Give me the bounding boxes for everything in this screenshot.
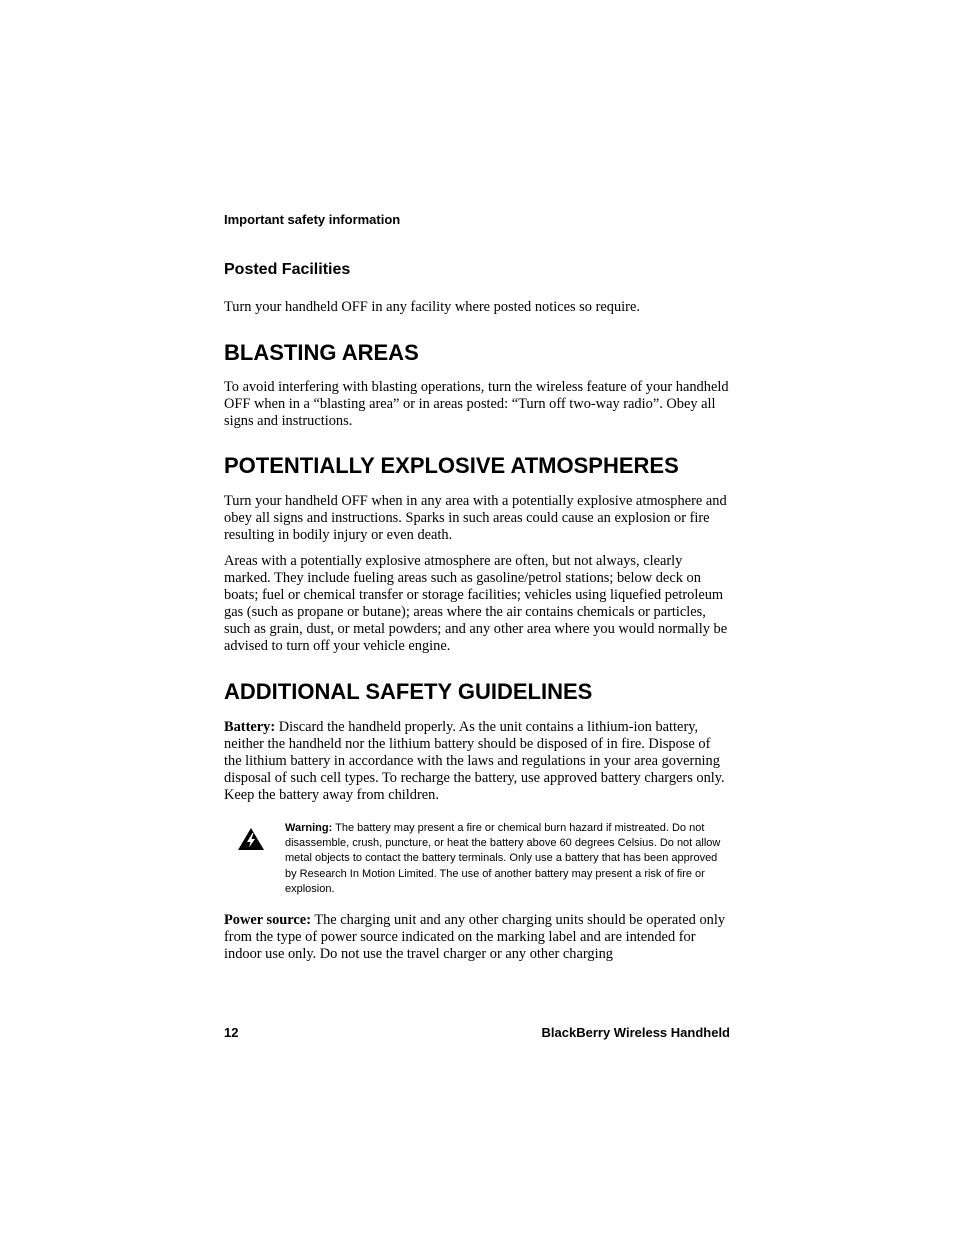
paragraph-blasting-areas: To avoid interfering with blasting operations, turn the wireless feature of your handheld OFF when in a “blasting area” or in areas posted: “Turn off two-way radio”. Obey all signs and instructions.	[224, 379, 729, 430]
heading-posted-facilities: Posted Facilities	[224, 261, 351, 278]
paragraph-posted-facilities: Turn your handheld OFF in any facility where posted notices so require.	[224, 299, 640, 315]
heading-blasting-areas: BLASTING AREAS	[224, 340, 419, 365]
battery-label: Battery:	[224, 719, 276, 735]
warning-text	[285, 821, 730, 897]
page-number: 12	[224, 1025, 239, 1040]
running-header: Important safety information	[224, 212, 401, 227]
power-source-text: The charging unit and any other charging units should be operated only from the type of power source indicated on the marking label and are intended for indoor use only. Do not use the travel charger or any other charging	[224, 912, 726, 963]
paragraph-battery	[224, 719, 730, 804]
warning-triangle-icon	[237, 827, 265, 851]
paragraph-power-source	[224, 912, 730, 963]
heading-additional-safety: ADDITIONAL SAFETY GUIDELINES	[224, 679, 593, 704]
warning-body: The battery may present a fire or chemical burn hazard if mistreated. Do not disassemble, crush, puncture, or heat the battery above 60 degrees Celsius. Do not allow metal objects to contact the battery terminals. Only use a battery that has been approved by Research In Motion Limited. The use of another battery may present a risk of fire or explosion.	[285, 822, 721, 895]
paragraph-explosive-2: Areas with a potentially explosive atmosphere are often, but not always, clearly marked. They include fueling areas such as gasoline/petrol stations; below deck on boats; fuel or chemical transfer or storage facilities; vehicles using liquefied petroleum gas (such as propane or butane); areas where the air contains chemicals or particles, such as grain, dust, or metal powders; and any other area where you would normally be advised to turn off your vehicle engine.	[224, 553, 728, 655]
paragraph-explosive-1: Turn your handheld OFF when in any area with a potentially explosive atmosphere and obey all signs and instructions. Sparks in such areas could cause an explosion or fire resulting in bodily injury or even death.	[224, 493, 727, 544]
footer-book-title: BlackBerry Wireless Handheld	[541, 1025, 730, 1040]
warning-label: Warning:	[285, 822, 333, 834]
document-page	[224, 0, 730, 1235]
warning-callout	[224, 821, 730, 901]
power-source-label: Power source:	[224, 912, 311, 928]
battery-text: Discard the handheld properly. As the unit contains a lithium-ion battery, neither the handheld nor the lithium battery should be disposed of in fire. Dispose of the lithium battery in accordance with the laws and regulations in your area governing disposal of such cell types. To recharge the battery, use approved battery chargers only. Keep the battery away from children.	[224, 719, 725, 804]
heading-explosive-atmospheres: POTENTIALLY EXPLOSIVE ATMOSPHERES	[224, 453, 679, 478]
